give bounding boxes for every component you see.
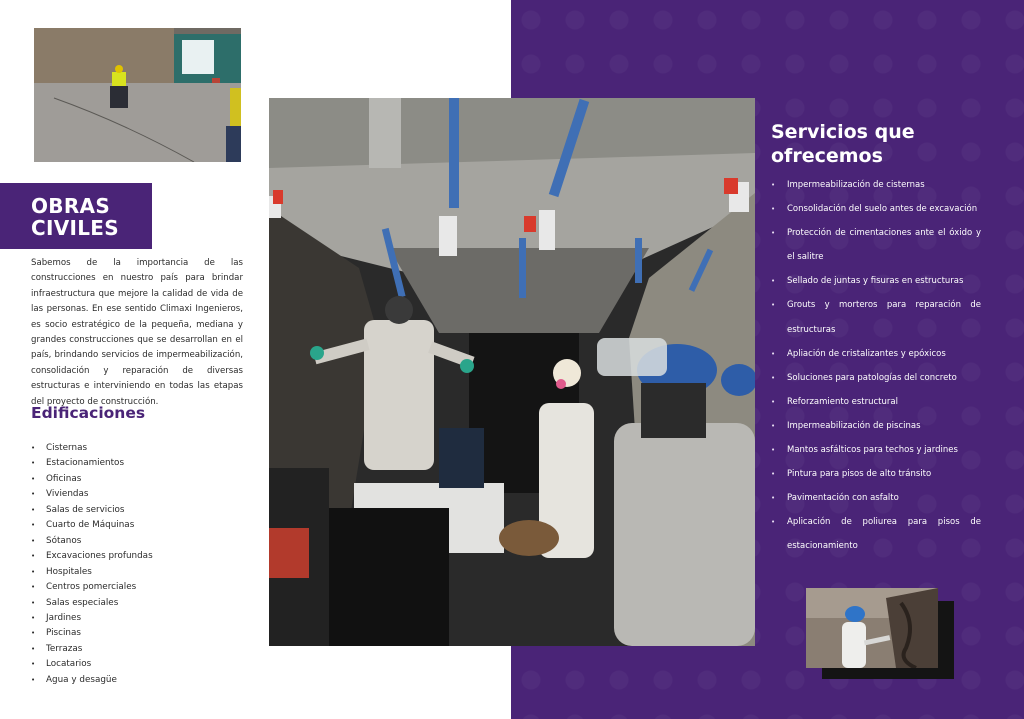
list-item: • Salas de servicios [31, 503, 153, 518]
edificaciones-heading: Edificaciones [31, 404, 146, 422]
bullet-icon: • [771, 349, 776, 358]
list-item: • Centros pomerciales [31, 580, 153, 595]
list-item: • Grouts y morteros para reparación de estructuras [771, 293, 981, 341]
list-item: • Sótanos [31, 534, 153, 549]
bullet-icon: • [31, 629, 36, 638]
bullet-icon: • [31, 613, 36, 622]
list-item: • Reforzamiento estructural [771, 390, 981, 414]
bullet-icon: • [771, 181, 776, 189]
list-item: • Jardines [31, 611, 153, 626]
list-item: • Salas especiales [31, 596, 153, 611]
bullet-icon: • [31, 660, 36, 669]
bullet-icon: • [31, 536, 36, 545]
list-item: • Pintura para pisos de alto tránsito [771, 462, 981, 486]
bullet-icon: • [31, 644, 36, 653]
bullet-icon: • [31, 675, 36, 684]
section-title-line1: OBRAS [31, 194, 111, 218]
intro-paragraph: Sabemos de la importancia de las construcciones en nuestro país para brindar infraestructura que mejore la calidad de vida de las personas. En ese sentido Climaxi Ingenieros, es socio estratégico de la pequeña, mediana y grandes construcciones que se desarrollan en el país, brindando servicios de impermeabilización, consolidación y reparación de diversas estructuras e interviniendo en todas las etapas del proyecto de construcción. [31, 258, 243, 407]
list-item: • Cisternas [31, 441, 153, 456]
list-item: • Piscinas [31, 626, 153, 641]
photo-tunnel-workers [269, 98, 755, 646]
bullet-icon: • [31, 459, 36, 468]
bullet-icon: • [771, 373, 776, 382]
list-item: • Mantos asfálticos para techos y jardines [771, 438, 981, 462]
section-title-box [0, 183, 152, 249]
bullet-icon: • [31, 505, 36, 514]
list-item: • Cuarto de Máquinas [31, 518, 153, 533]
bullet-icon: • [31, 552, 36, 561]
photo-worker-floor [34, 28, 241, 162]
bullet-icon: • [31, 474, 36, 483]
bullet-icon: • [31, 521, 36, 530]
list-item: • Consolidación del suelo antes de excavación [771, 197, 981, 221]
list-item: • Aplicación de poliurea para pisos de estacionamiento [771, 510, 981, 558]
bullet-icon: • [31, 444, 36, 452]
bullet-icon: • [771, 518, 776, 527]
photo-worker-wall [806, 588, 938, 668]
list-item: • Viviendas [31, 487, 153, 502]
bullet-icon: • [771, 277, 776, 286]
section-title-line2: CIVILES [31, 216, 119, 240]
list-item: • Oficinas [31, 472, 153, 487]
list-item: • Protección de cimentaciones ante el óxido y el salitre [771, 221, 981, 269]
bullet-icon: • [771, 205, 776, 214]
list-item: • Agua y desagüe [31, 673, 153, 688]
bullet-icon: • [771, 397, 776, 406]
list-item: • Soluciones para patologías del concreto [771, 366, 981, 390]
list-item: • Impermeabilización de piscinas [771, 414, 981, 438]
bullet-icon: • [31, 598, 36, 607]
list-item: • Hospitales [31, 565, 153, 580]
bullet-icon: • [31, 490, 36, 499]
bullet-icon: • [31, 583, 36, 592]
bullet-icon: • [771, 446, 776, 455]
servicios-heading-line2: ofrecemos [771, 145, 883, 167]
bullet-icon: • [771, 301, 776, 310]
list-item: • Terrazas [31, 642, 153, 657]
edificaciones-list [31, 441, 153, 688]
list-item: • Locatarios [31, 657, 153, 672]
list-item: • Pavimentación con asfalto [771, 486, 981, 510]
bullet-icon: • [771, 229, 776, 238]
bullet-icon: • [771, 494, 776, 503]
bullet-icon: • [771, 470, 776, 479]
list-item: • Excavaciones profundas [31, 549, 153, 564]
bullet-icon: • [31, 567, 36, 576]
list-item: • Impermeabilización de cisternas [771, 173, 981, 197]
servicios-heading [771, 120, 991, 168]
bullet-icon: • [771, 421, 776, 430]
servicios-list [771, 173, 981, 559]
list-item: • Apliación de cristalizantes y epóxicos [771, 342, 981, 366]
list-item: • Estacionamientos [31, 456, 153, 471]
servicios-heading-line1: Servicios que [771, 121, 915, 143]
list-item: • Sellado de juntas y fisuras en estructuras [771, 269, 981, 293]
